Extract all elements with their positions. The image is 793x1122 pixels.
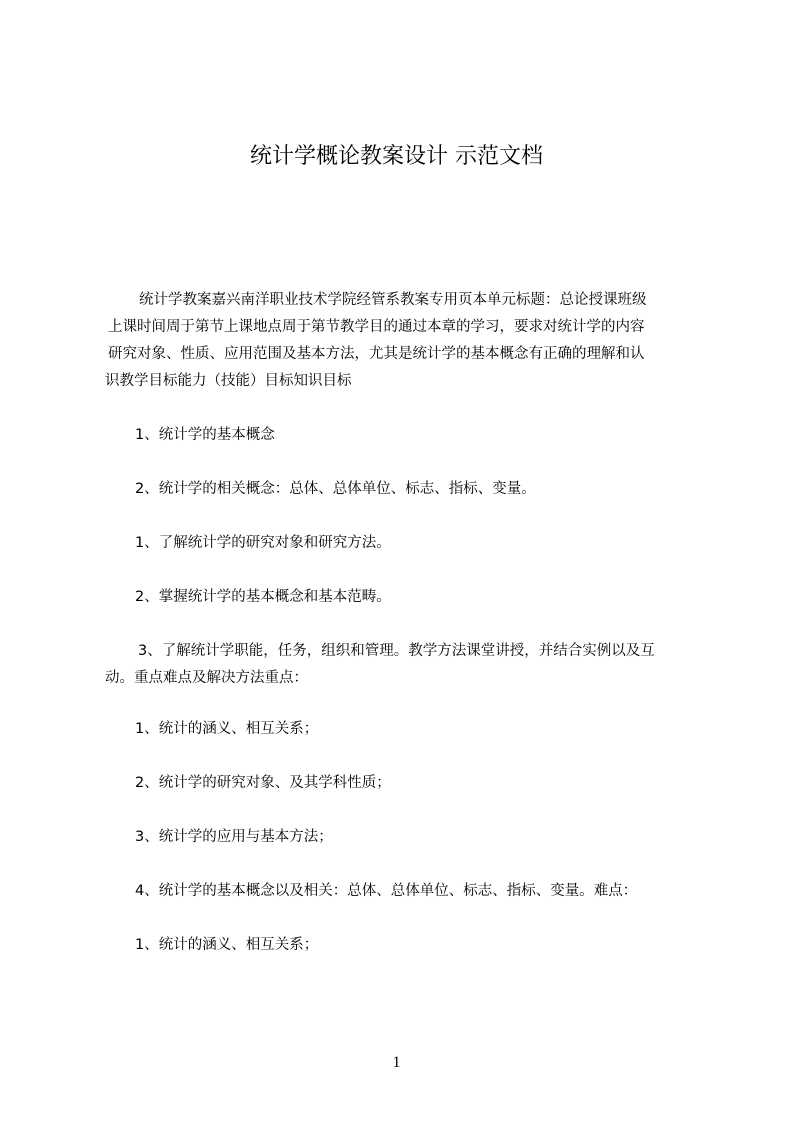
list-item: 2、掌握统计学的基本概念和基本范畴。 (135, 589, 391, 605)
list-item: 1、了解统计学的研究对象和研究方法。 (135, 535, 391, 551)
intro-paragraph (105, 287, 685, 395)
list-item: 1、统计的涵义、相互关系； (135, 721, 319, 737)
list-item: 1、统计学的基本概念 (135, 427, 275, 443)
text-line: 3、了解统计学职能，任务，组织和管理。教学方法课堂讲授，并结合实例以及互 (138, 643, 655, 659)
list-item: 2、统计学的相关概念：总体、总体单位、标志、指标、变量。 (135, 481, 536, 497)
text-line: 统计学教案嘉兴南洋职业技术学院经管系教案专用页本单元标题：总论授课班级 (139, 292, 647, 308)
text-line: 识教学目标能力（技能）目标知识目标 (105, 373, 352, 389)
text-line: 上课时间周于第节上课地点周于第节教学目的通过本章的学习，要求对统计学的内容 (108, 319, 645, 335)
list-item: 4、统计学的基本概念以及相关：总体、总体单位、标志、指标、变量。难点： (135, 883, 638, 899)
page-number: 1 (392, 1054, 401, 1071)
document-title: 统计学概论教案设计 示范文档 (250, 144, 543, 169)
list-item: 1、统计的涵义、相互关系； (135, 937, 319, 953)
text-line: 动。重点难点及解决方法重点： (105, 670, 308, 686)
list-item: 3、统计学的应用与基本方法； (135, 829, 333, 845)
list-item: 2、统计学的研究对象、及其学科性质； (135, 775, 391, 791)
list-item-paragraph (105, 638, 685, 692)
text-line: 研究对象、性质、应用范围及基本方法，尤其是统计学的基本概念有正确的理解和认 (108, 346, 645, 362)
